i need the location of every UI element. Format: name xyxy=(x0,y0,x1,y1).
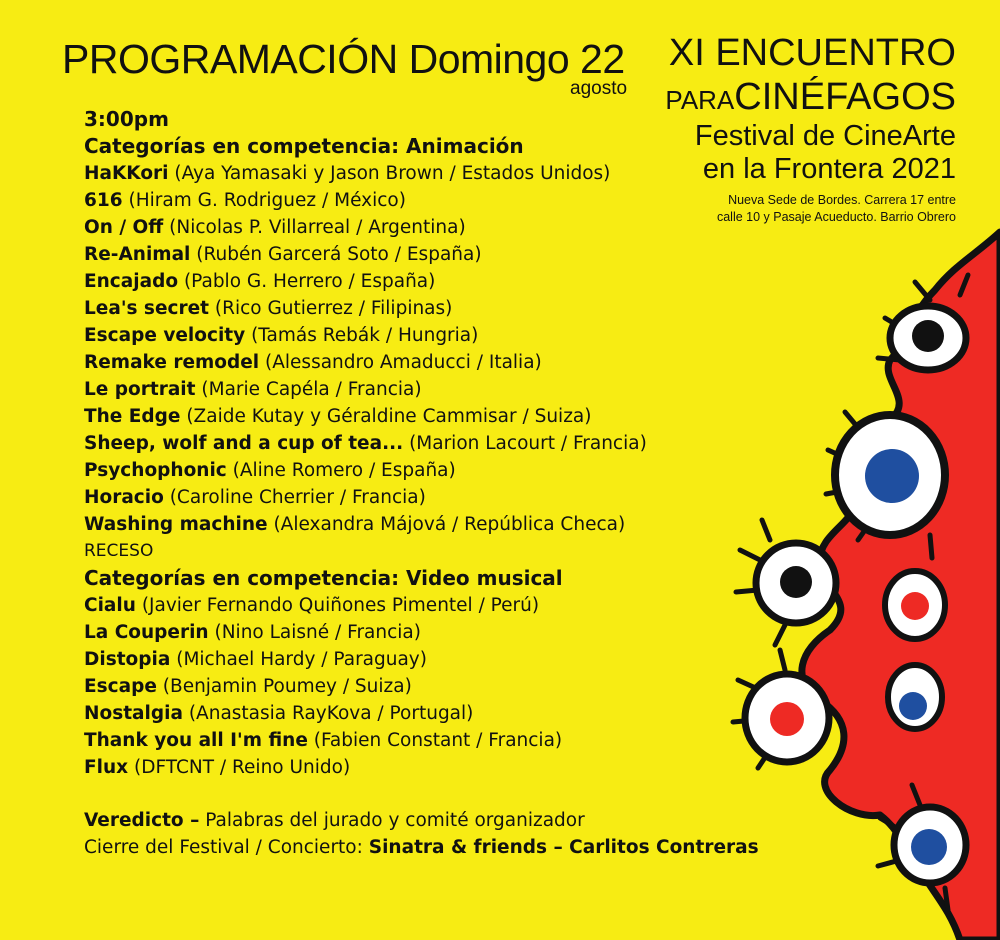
animation-heading: Categorías en competencia: Animación xyxy=(84,134,524,158)
list-item xyxy=(84,619,759,646)
film-details: (Hiram G. Rodriguez / México) xyxy=(128,190,406,211)
video-details: (Michael Hardy / Paraguay) xyxy=(176,649,427,670)
list-item xyxy=(84,295,759,322)
list-item xyxy=(84,160,759,187)
film-title: On / Off xyxy=(84,217,164,238)
list-item xyxy=(84,484,759,511)
list-item xyxy=(84,646,759,673)
festival-line-2-big: CINÉFAGOS xyxy=(734,76,956,118)
list-item xyxy=(84,214,759,241)
video-title: Distopia xyxy=(84,649,171,670)
video-details: (DFTCNT / Reino Unido) xyxy=(133,757,351,778)
video-title: Flux xyxy=(84,757,129,778)
verdict-line xyxy=(84,807,759,834)
film-title: Horacio xyxy=(84,487,164,508)
festival-line-4: en la Frontera 2021 xyxy=(702,153,956,185)
film-details: (Pablo G. Herrero / España) xyxy=(183,271,436,292)
film-title: 616 xyxy=(84,190,123,211)
film-details: (Alessandro Amaducci / Italia) xyxy=(265,352,542,373)
closing-act: Sinatra & friends – Carlitos Contreras xyxy=(368,837,759,858)
film-details: (Marie Capéla / Francia) xyxy=(201,379,422,400)
list-item xyxy=(84,592,759,619)
recess-label: RECESO xyxy=(84,541,154,561)
list-item xyxy=(84,511,759,538)
verdict-label: Veredicto – xyxy=(84,810,200,831)
film-details: (Aline Romero / España) xyxy=(232,460,456,481)
festival-line-3: Festival de CineArte xyxy=(694,120,956,152)
film-details: (Alexandra Májová / República Checa) xyxy=(273,514,626,535)
video-details: (Javier Fernando Quiñones Pimentel / Perú) xyxy=(141,595,540,616)
film-title: Washing machine xyxy=(84,514,268,535)
program-list xyxy=(84,106,759,861)
film-details: (Caroline Cherrier / Francia) xyxy=(169,487,426,508)
film-title: HaKKori xyxy=(84,163,169,184)
film-title: Re-Animal xyxy=(84,244,191,265)
film-title: Lea's secret xyxy=(84,298,209,319)
video-details: (Fabien Constant / Francia) xyxy=(313,730,563,751)
program-time: 3:00pm xyxy=(84,107,169,131)
list-item xyxy=(84,403,759,430)
video-title: Cialu xyxy=(84,595,136,616)
list-item xyxy=(84,727,759,754)
address-line-2: calle 10 y Pasaje Acueducto. Barrio Obrero xyxy=(716,209,956,224)
video-details: (Nino Laisné / Francia) xyxy=(214,622,421,643)
video-title: Escape xyxy=(84,676,157,697)
film-details: (Rico Gutierrez / Filipinas) xyxy=(214,298,453,319)
list-item xyxy=(84,673,759,700)
list-item xyxy=(84,268,759,295)
festival-line-2-small: PARA xyxy=(665,85,735,115)
list-item xyxy=(84,754,759,781)
festival-line-1: XI ENCUENTRO xyxy=(668,32,956,74)
film-title: Sheep, wolf and a cup of tea... xyxy=(84,433,404,454)
list-item xyxy=(84,430,759,457)
list-item xyxy=(84,376,759,403)
closing-line xyxy=(84,834,759,861)
date-month: agosto xyxy=(570,78,628,99)
video-title: Nostalgia xyxy=(84,703,183,724)
list-item xyxy=(84,322,759,349)
verdict-text: Palabras del jurado y comité organizador xyxy=(205,810,585,831)
video-title: La Couperin xyxy=(84,622,209,643)
video-title: Thank you all I'm fine xyxy=(84,730,308,751)
film-details: (Rubén Garcerá Soto / España) xyxy=(196,244,482,265)
film-title: The Edge xyxy=(84,406,181,427)
list-item xyxy=(84,241,759,268)
list-item xyxy=(84,187,759,214)
closing-label: Cierre del Festival / Concierto: xyxy=(84,837,363,858)
film-details: (Tamás Rebák / Hungria) xyxy=(251,325,479,346)
film-title: Le portrait xyxy=(84,379,196,400)
list-item xyxy=(84,700,759,727)
list-item xyxy=(84,457,759,484)
address-line-1: Nueva Sede de Bordes. Carrera 17 entre xyxy=(728,193,956,207)
music-heading: Categorías en competencia: Video musical xyxy=(84,566,563,590)
video-details: (Anastasia RayKova / Portugal) xyxy=(188,703,474,724)
film-details: (Marion Lacourt / Francia) xyxy=(409,433,647,454)
list-item xyxy=(84,349,759,376)
film-details: (Aya Yamasaki y Jason Brown / Estados Unidos) xyxy=(174,163,611,184)
film-title: Psychophonic xyxy=(84,460,227,481)
eyes-illustration xyxy=(700,220,1000,940)
film-details: (Zaide Kutay y Géraldine Cammisar / Suiza) xyxy=(186,406,592,427)
film-details: (Nicolas P. Villarreal / Argentina) xyxy=(169,217,466,238)
page-title: PROGRAMACIÓN Domingo 22 xyxy=(62,36,625,82)
film-title: Remake remodel xyxy=(84,352,260,373)
video-details: (Benjamin Poumey / Suiza) xyxy=(162,676,412,697)
film-title: Encajado xyxy=(84,271,179,292)
film-title: Escape velocity xyxy=(84,325,246,346)
